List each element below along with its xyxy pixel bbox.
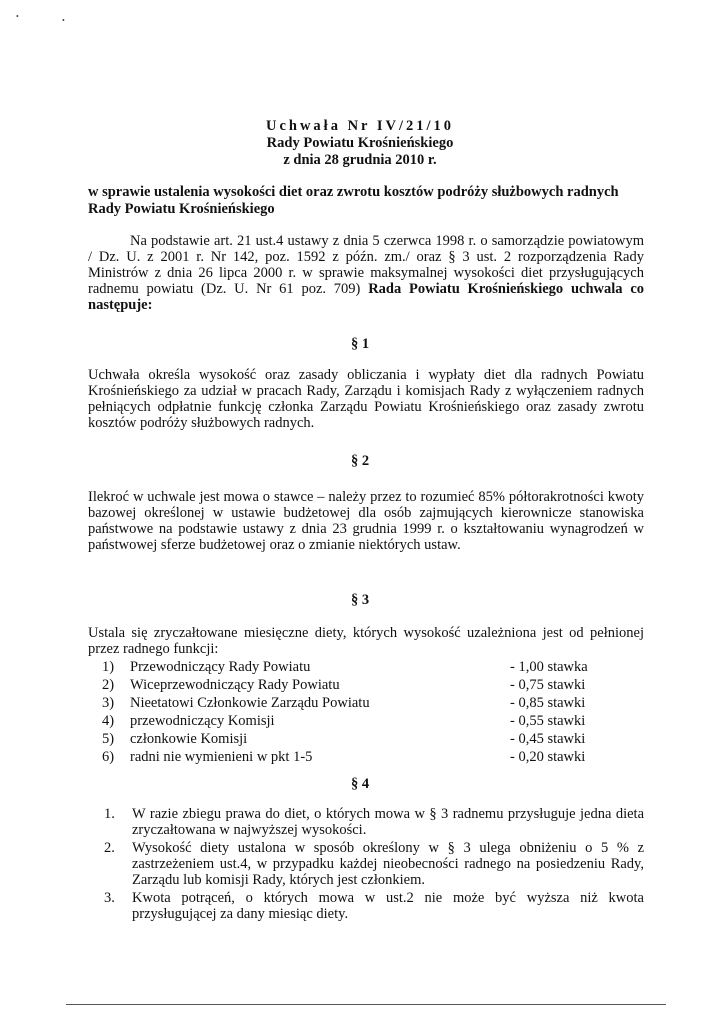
rate-row xyxy=(102,730,602,748)
section-1-heading: § 1 xyxy=(350,336,370,352)
rate-row xyxy=(102,748,602,766)
council-name: Rady Powiatu Krośnieńskiego xyxy=(266,135,454,151)
resolution-date: z dnia 28 grudnia 2010 r. xyxy=(283,152,437,168)
item-text: W razie zbiegu prawa do diet, o których mowa w § 3 radnemu przysługuje jedna dieta zryczałtowana w najwyższej wysokości. xyxy=(132,806,644,838)
rate-number: 1) xyxy=(102,659,115,675)
rate-function: Wiceprzewodniczący Rady Powiatu xyxy=(130,677,340,693)
rate-row xyxy=(102,712,602,730)
page-bottom-rule xyxy=(66,1004,666,1005)
preamble xyxy=(88,233,644,313)
resolution-subject: w sprawie ustalenia wysokości diet oraz zwrotu kosztów podróży służbowych radnych Rady Powiatu Krośnieńskiego xyxy=(88,184,619,217)
rate-function: Nieetatowi Członkowie Zarządu Powiatu xyxy=(130,695,370,711)
rate-number: 6) xyxy=(102,749,115,765)
section-2-heading: § 2 xyxy=(350,453,370,469)
list-item xyxy=(104,806,644,838)
item-text: Wysokość diety ustalona w sposób określony w § 3 ulega obniżeniu o 5 % z zastrzeżeniem ust.4, w przypadku każdej nieobecności radnego na posiedzeniu Rady, Zarządu lub komisji Rady, których jest członkiem. xyxy=(132,840,644,888)
rate-value: - 0,85 stawki xyxy=(510,695,586,711)
list-item xyxy=(104,890,644,922)
preamble-text: Na podstawie art. 21 ust.4 ustawy z dnia 5 czerwca 1998 r. o samorządzie powiatowym / Dz. U. z 2001 r. Nr 142, poz. 1592 z późn. zm./ oraz § 3 ust. 2 rozporządzenia Rady Ministrów z dnia 26 lipca 2000 r. w sprawie maksymalnej wysokości diet przysługujących radnemu powiatu (Dz. U. Nr 61 poz. 709) xyxy=(88,233,644,297)
scan-speck: • xyxy=(62,16,65,25)
section-1-text: Uchwała określa wysokość oraz zasady obliczania i wypłaty diet dla radnych Powiatu Krośnieńskiego za udział w pracach Rady, Zarządu i komisjach Rady z wyłączeniem radnych pełniących odpłatnie funkcję członka Zarządu Powiatu Krośnieńskiego oraz zasady zwrotu kosztów podróży służbowych radnych. xyxy=(88,367,644,431)
rate-number: 5) xyxy=(102,731,115,747)
resolution-number: Uchwała Nr IV/21/10 xyxy=(265,118,455,134)
preamble-bold: Rada Powiatu Krośnieńskiego uchwala co następuje: xyxy=(88,281,644,313)
rate-value: - 0,55 stawki xyxy=(510,713,586,729)
rate-value: - 0,45 stawki xyxy=(510,731,586,747)
item-number: 1. xyxy=(104,806,115,822)
item-text: Kwota potrąceń, o których mowa w ust.2 nie może być wyższa niż kwota przysługującej za dany miesiąc diety. xyxy=(132,890,644,922)
rate-number: 2) xyxy=(102,677,115,693)
section-3-heading: § 3 xyxy=(350,592,370,608)
rate-number: 3) xyxy=(102,695,115,711)
rate-value: - 0,20 stawki xyxy=(510,749,586,765)
rate-row xyxy=(102,694,602,712)
item-number: 2. xyxy=(104,840,115,856)
rate-function: Przewodniczący Rady Powiatu xyxy=(130,659,311,675)
rate-function: radni nie wymienieni w pkt 1-5 xyxy=(130,749,313,765)
item-number: 3. xyxy=(104,890,115,906)
rate-row xyxy=(102,676,602,694)
rates-list xyxy=(102,658,602,766)
rate-function: przewodniczący Komisji xyxy=(130,713,275,729)
section-4-heading: § 4 xyxy=(350,776,370,792)
list-item xyxy=(104,840,644,888)
rate-function: członkowie Komisji xyxy=(130,731,248,747)
scan-speck: • xyxy=(16,12,19,21)
rate-value: - 0,75 stawki xyxy=(510,677,586,693)
section-3-intro: Ustala się zryczałtowane miesięczne diety, których wysokość uzależniona jest od pełnionej przez radnego funkcji: xyxy=(88,625,644,657)
rate-number: 4) xyxy=(102,713,115,729)
rate-value: - 1,00 stawka xyxy=(510,659,588,675)
section-2-text: Ilekroć w uchwale jest mowa o stawce – należy przez to rozumieć 85% półtorakrotności kwoty bazowej określonej w ustawie budżetowej dla osób zajmujących kierownicze stanowiska państwowe na podstawie ustawy z dnia 23 grudnia 1999 r. o kształtowaniu wynagrodzeń w państwowej sferze budżetowej oraz o zmianie niektórych ustaw. xyxy=(88,489,644,553)
section-4-items xyxy=(104,806,644,922)
rate-row xyxy=(102,658,602,676)
